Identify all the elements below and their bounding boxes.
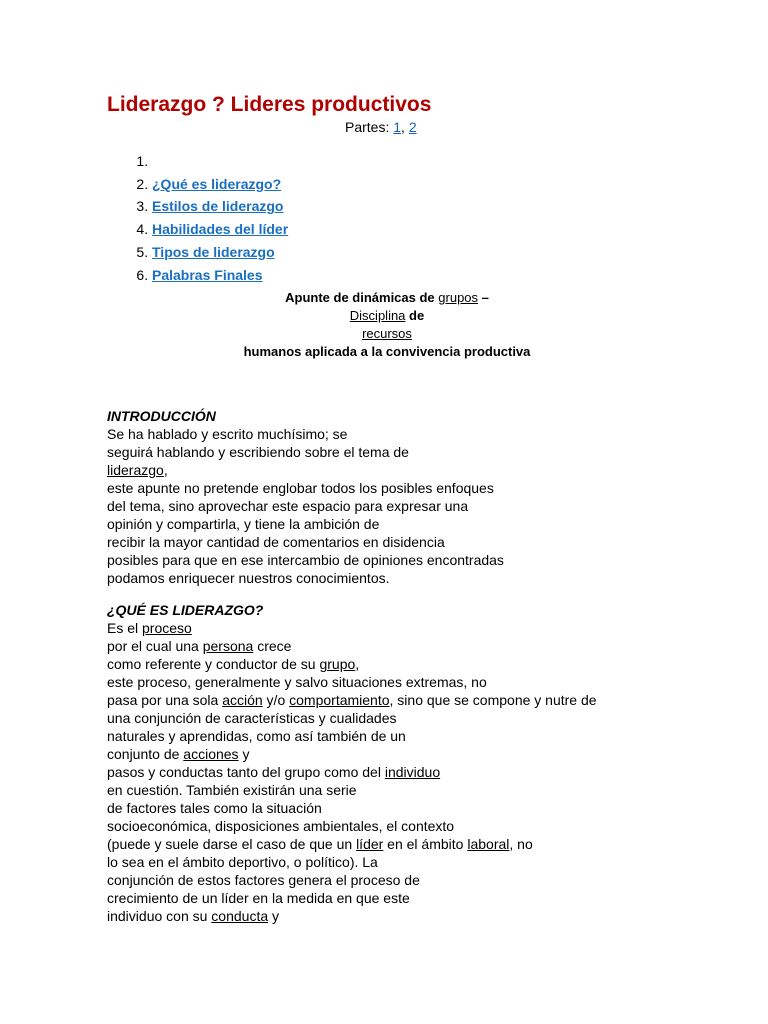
que-line: crecimiento de un líder en la medida en que este bbox=[107, 890, 410, 907]
intro-line: del tema, sino aprovechar este espacio para expresar una bbox=[107, 498, 469, 515]
link-laboral[interactable]: laboral bbox=[467, 836, 510, 853]
toc-link-tipos[interactable]: Tipos de liderazgo bbox=[152, 243, 275, 260]
link-accion[interactable]: acción bbox=[222, 692, 263, 709]
page-title: Liderazgo ? Lideres productivos bbox=[107, 93, 432, 116]
link-recursos[interactable]: recursos bbox=[362, 326, 412, 342]
subtitle-line-1 bbox=[107, 289, 667, 307]
part-link-2[interactable]: 2 bbox=[408, 119, 417, 135]
que-line bbox=[107, 835, 667, 853]
subtitle-text: Apunte de dinámicas de bbox=[285, 290, 439, 306]
table-of-contents bbox=[107, 150, 667, 286]
que-line bbox=[107, 637, 667, 655]
que-line bbox=[107, 763, 667, 781]
que-line: una conjunción de características y cualidades bbox=[107, 710, 397, 727]
que-line: en cuestión. También existirán una serie bbox=[107, 782, 357, 799]
intro-line: podamos enriquecer nuestros conocimientos. bbox=[107, 570, 390, 587]
parts-separator: , bbox=[401, 119, 409, 135]
que-text: individuo con su bbox=[107, 908, 212, 925]
link-conducta[interactable]: conducta bbox=[211, 908, 269, 925]
subtitle-block bbox=[107, 289, 667, 361]
que-text: por el cual una bbox=[107, 638, 203, 655]
que-text: como referente y conductor de su bbox=[107, 656, 320, 673]
link-comportamiento[interactable]: comportamiento bbox=[289, 692, 390, 709]
que-line: socioeconómica, disposiciones ambientales, el contexto bbox=[107, 818, 455, 835]
link-acciones[interactable]: acciones bbox=[183, 746, 239, 763]
toc-item-2 bbox=[152, 173, 667, 196]
toc-link-que-es-liderazgo[interactable]: ¿Qué es liderazgo? bbox=[152, 175, 282, 192]
link-lider[interactable]: líder bbox=[356, 836, 384, 853]
intro-line: este apunte no pretende englobar todos los posibles enfoques bbox=[107, 480, 494, 497]
link-grupo[interactable]: grupo bbox=[319, 656, 356, 673]
parts-label: Partes: bbox=[345, 119, 394, 135]
toc-item-6 bbox=[152, 264, 667, 287]
que-text: , no bbox=[509, 836, 533, 853]
intro-line: posibles para que en ese intercambio de opiniones encontradas bbox=[107, 552, 504, 569]
intro-line: opinión y compartirla, y tiene la ambición de bbox=[107, 516, 380, 533]
que-line bbox=[107, 691, 667, 709]
toc-link-habilidades[interactable]: Habilidades del líder bbox=[152, 221, 289, 238]
que-text: , bbox=[355, 656, 360, 673]
que-line bbox=[107, 745, 667, 763]
toc-link-palabras-finales[interactable]: Palabras Finales bbox=[152, 266, 263, 283]
link-individuo[interactable]: individuo bbox=[384, 764, 441, 781]
que-line: naturales y aprendidas, como así también de un bbox=[107, 728, 406, 745]
que-line: este proceso, generalmente y salvo situaciones extremas, no bbox=[107, 674, 487, 691]
que-text: (puede y suele darse el caso de que un bbox=[107, 836, 357, 853]
que-text: pasa por una sola bbox=[107, 692, 223, 709]
link-disciplina[interactable]: Disciplina bbox=[349, 308, 406, 324]
intro-line bbox=[107, 461, 667, 479]
section-introduccion bbox=[107, 407, 667, 587]
que-text: , sino que se compone y nutre de bbox=[389, 692, 597, 709]
part-link-1[interactable]: 1 bbox=[393, 119, 402, 135]
toc-item-1 bbox=[152, 150, 667, 173]
que-text: conjunto de bbox=[107, 746, 184, 763]
que-text: y bbox=[238, 746, 250, 763]
que-text: en el ámbito bbox=[383, 836, 468, 853]
link-liderazgo[interactable]: liderazgo bbox=[107, 462, 164, 479]
toc-item-5 bbox=[152, 241, 667, 264]
subtitle-line-4: humanos aplicada a la convivencia productiva bbox=[243, 344, 531, 360]
subtitle-line-2 bbox=[107, 307, 667, 325]
link-grupos[interactable]: grupos bbox=[438, 290, 479, 306]
section-title-que-es-liderazgo: ¿QUÉ ES LIDERAZGO? bbox=[107, 602, 264, 619]
que-text: crece bbox=[253, 638, 292, 655]
section-title-introduccion: INTRODUCCIÓN bbox=[107, 408, 216, 425]
subtitle-dash: – bbox=[478, 290, 489, 306]
link-persona[interactable]: persona bbox=[202, 638, 254, 655]
que-text: pasos y conductas tanto del grupo como del bbox=[107, 764, 385, 781]
document-page bbox=[107, 92, 667, 925]
que-line: lo sea en el ámbito deportivo, o político). La bbox=[107, 854, 378, 871]
que-text: y/o bbox=[262, 692, 290, 709]
que-text: Es el bbox=[107, 620, 143, 637]
intro-comma: , bbox=[163, 462, 168, 479]
subtitle-de: de bbox=[405, 308, 425, 324]
toc-link-estilos[interactable]: Estilos de liderazgo bbox=[152, 198, 284, 215]
que-line bbox=[107, 907, 667, 925]
toc-item-4 bbox=[152, 218, 667, 241]
intro-line: seguirá hablando y escribiendo sobre el tema de bbox=[107, 444, 409, 461]
toc-item-3 bbox=[152, 195, 667, 218]
intro-line: Se ha hablado y escrito muchísimo; se bbox=[107, 426, 348, 443]
intro-line: recibir la mayor cantidad de comentarios en disidencia bbox=[107, 534, 445, 551]
subtitle-line-3 bbox=[107, 325, 667, 343]
que-line bbox=[107, 655, 667, 673]
section-que-es-liderazgo bbox=[107, 601, 667, 925]
link-proceso[interactable]: proceso bbox=[142, 620, 192, 637]
que-line: de factores tales como la situación bbox=[107, 800, 322, 817]
que-line bbox=[107, 619, 667, 637]
que-text: y bbox=[268, 908, 280, 925]
que-line: conjunción de estos factores genera el proceso de bbox=[107, 872, 420, 889]
parts-nav bbox=[345, 118, 667, 136]
